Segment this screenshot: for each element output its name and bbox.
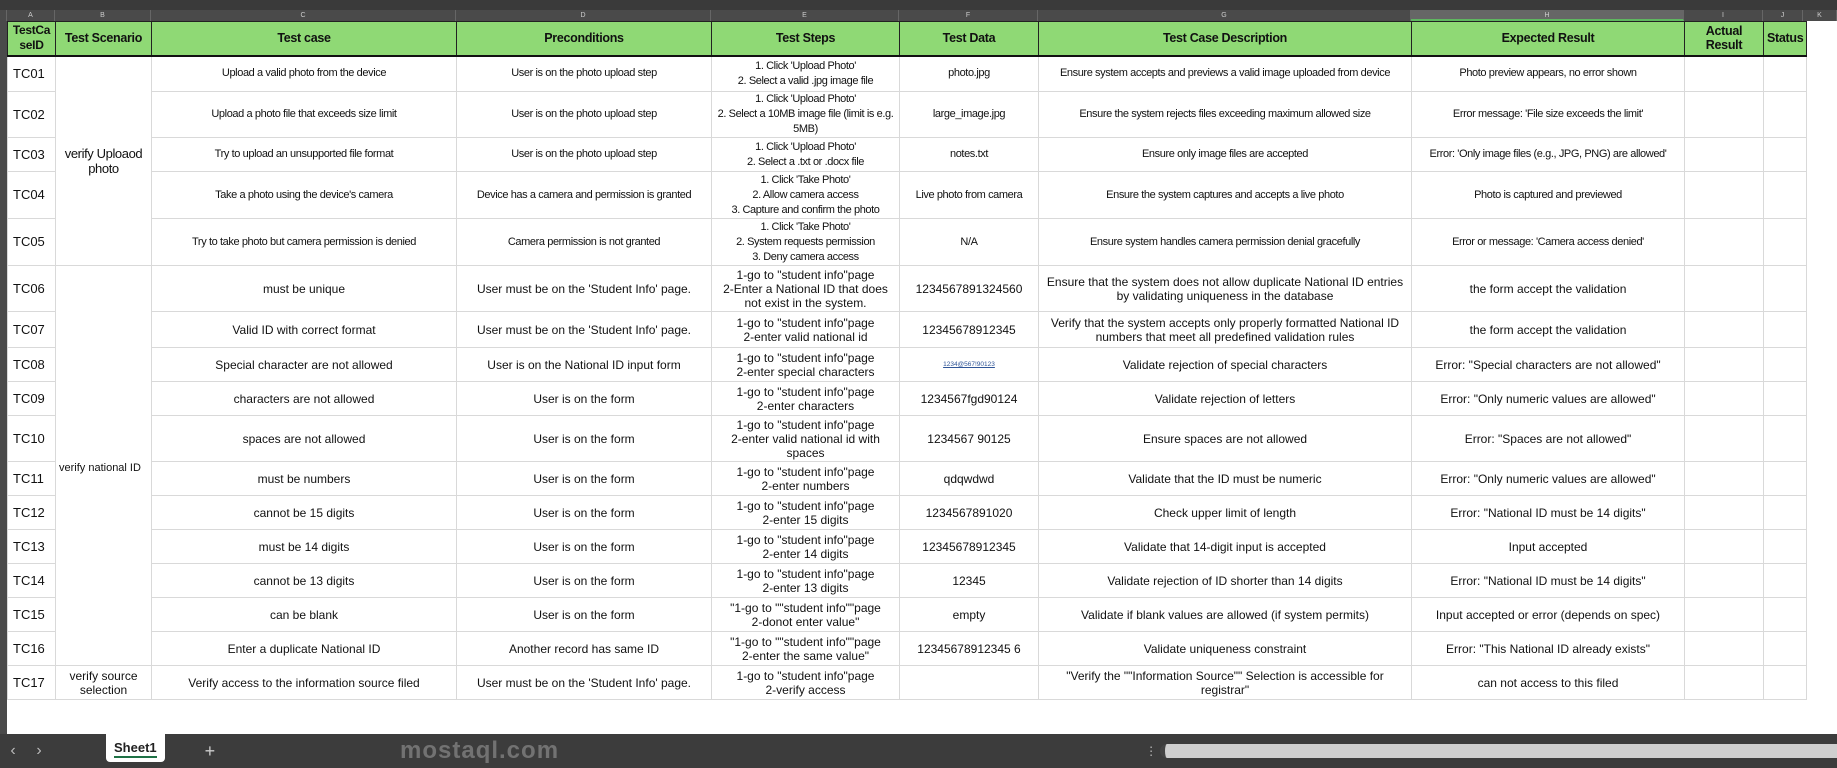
- test-steps-cell[interactable]: 1. Click 'Upload Photo' 2. Select a .txt or .docx file: [712, 138, 900, 172]
- actual-result-cell[interactable]: [1685, 266, 1764, 312]
- expected-result-cell[interactable]: Error: "National ID must be 14 digits": [1412, 496, 1685, 530]
- test-data-cell[interactable]: 12345678912345: [900, 312, 1039, 348]
- test-data-cell[interactable]: qdqwdwd: [900, 462, 1039, 496]
- toolbar-strip: [0, 0, 1837, 10]
- test-case-cell[interactable]: Enter a duplicate National ID: [152, 632, 457, 666]
- actual-result-cell[interactable]: [1685, 632, 1764, 666]
- expected-result-cell[interactable]: Error: "This National ID already exists": [1412, 632, 1685, 666]
- table-row: [8, 56, 1807, 92]
- test-data-cell[interactable]: N/A: [900, 219, 1039, 266]
- test-case-cell[interactable]: Upload a photo file that exceeds size limit: [152, 92, 457, 138]
- test-data-cell[interactable]: 12345678912345 6: [900, 632, 1039, 666]
- description-cell[interactable]: Validate that the ID must be numeric: [1039, 462, 1412, 496]
- column-header-E[interactable]: E: [711, 10, 899, 21]
- actual-result-cell[interactable]: [1685, 416, 1764, 462]
- actual-result-cell[interactable]: [1685, 56, 1764, 92]
- header-actual-result[interactable]: Actual Result: [1685, 22, 1764, 56]
- test-steps-cell[interactable]: 1-go to "student info"page 2-enter 15 digits: [712, 496, 900, 530]
- test-steps-cell[interactable]: 1-go to "student info"page 2-enter numbers: [712, 462, 900, 496]
- actual-result-cell[interactable]: [1685, 219, 1764, 266]
- description-cell[interactable]: Ensure that the system does not allow duplicate National ID entries by validating uniqueness in the database: [1039, 266, 1412, 312]
- watermark-logo: mostaql.com: [400, 737, 560, 764]
- precondition-cell[interactable]: User must be on the 'Student Info' page.: [457, 266, 712, 312]
- horizontal-scrollbar[interactable]: [1160, 744, 1837, 758]
- status-cell[interactable]: [1764, 138, 1807, 172]
- column-header-B[interactable]: B: [55, 10, 151, 21]
- actual-result-cell[interactable]: [1685, 348, 1764, 382]
- table-row: [8, 564, 1807, 598]
- precondition-cell[interactable]: User must be on the 'Student Info' page.: [457, 666, 712, 700]
- precondition-cell[interactable]: User is on the form: [457, 598, 712, 632]
- description-cell[interactable]: Ensure spaces are not allowed: [1039, 416, 1412, 462]
- actual-result-cell[interactable]: [1685, 564, 1764, 598]
- actual-result-cell[interactable]: [1685, 312, 1764, 348]
- header-status[interactable]: Status: [1764, 22, 1807, 56]
- status-cell[interactable]: [1764, 56, 1807, 92]
- scenario-cell[interactable]: verify Uploaod photo: [56, 56, 152, 266]
- test-case-cell[interactable]: Try to upload an unsupported file format: [152, 138, 457, 172]
- test-case-id-cell[interactable]: TC12: [8, 496, 56, 530]
- expected-result-cell[interactable]: Error: "Only numeric values are allowed": [1412, 382, 1685, 416]
- column-header-G[interactable]: G: [1038, 10, 1411, 21]
- test-case-id-cell[interactable]: TC06: [8, 266, 56, 312]
- expected-result-cell[interactable]: Input accepted or error (depends on spec): [1412, 598, 1685, 632]
- expected-result-cell[interactable]: Photo preview appears, no error shown: [1412, 56, 1685, 92]
- scenario-cell[interactable]: verify national ID: [56, 266, 152, 666]
- actual-result-cell[interactable]: [1685, 666, 1764, 700]
- sheet-tab-sheet1[interactable]: Sheet1: [106, 734, 165, 762]
- test-data-cell[interactable]: large_image.jpg: [900, 92, 1039, 138]
- expected-result-cell[interactable]: Error or message: 'Camera access denied': [1412, 219, 1685, 266]
- test-steps-cell[interactable]: 1-go to "student info"page 2-enter valid national id: [712, 312, 900, 348]
- test-steps-cell[interactable]: 1. Click 'Take Photo' 2. Allow camera access 3. Capture and confirm the photo: [712, 172, 900, 219]
- status-cell[interactable]: [1764, 312, 1807, 348]
- expected-result-cell[interactable]: can not access to this filed: [1412, 666, 1685, 700]
- status-cell[interactable]: [1764, 530, 1807, 564]
- test-case-cell[interactable]: Verify access to the information source filed: [152, 666, 457, 700]
- precondition-cell[interactable]: Another record has same ID: [457, 632, 712, 666]
- scenario-cell[interactable]: verify source selection: [56, 666, 152, 700]
- test-steps-cell[interactable]: 1. Click 'Upload Photo' 2. Select a 10MB image file (limit is e.g. 5MB): [712, 92, 900, 138]
- description-cell[interactable]: Check upper limit of length: [1039, 496, 1412, 530]
- expected-result-cell[interactable]: Error message: 'File size exceeds the limit': [1412, 92, 1685, 138]
- add-sheet-button[interactable]: +: [204, 740, 216, 761]
- table-row: [8, 219, 1807, 266]
- precondition-cell[interactable]: Camera permission is not granted: [457, 219, 712, 266]
- test-case-cell[interactable]: Try to take photo but camera permission is denied: [152, 219, 457, 266]
- test-case-id-cell[interactable]: TC14: [8, 564, 56, 598]
- table-row: [8, 416, 1807, 462]
- header-test-case-description[interactable]: Test Case Description: [1039, 22, 1412, 56]
- actual-result-cell[interactable]: [1685, 138, 1764, 172]
- precondition-cell[interactable]: User is on the photo upload step: [457, 92, 712, 138]
- table-row: [8, 632, 1807, 666]
- test-data-cell[interactable]: notes.txt: [900, 138, 1039, 172]
- test-steps-cell[interactable]: 1-go to "student info"page 2-enter valid national id with spaces: [712, 416, 900, 462]
- table-row: [8, 348, 1807, 382]
- test-case-id-cell[interactable]: TC02: [8, 92, 56, 138]
- precondition-cell[interactable]: Device has a camera and permission is granted: [457, 172, 712, 219]
- test-case-cell[interactable]: characters are not allowed: [152, 382, 457, 416]
- table-row: [8, 462, 1807, 496]
- table-row: [8, 266, 1807, 312]
- status-cell[interactable]: [1764, 219, 1807, 266]
- table-row: [8, 598, 1807, 632]
- precondition-cell[interactable]: User must be on the 'Student Info' page.: [457, 312, 712, 348]
- expected-result-cell[interactable]: Error: 'Only image files (e.g., JPG, PNG) are allowed': [1412, 138, 1685, 172]
- expected-result-cell[interactable]: Error: "Only numeric values are allowed": [1412, 462, 1685, 496]
- column-header-C[interactable]: C: [151, 10, 456, 21]
- status-cell[interactable]: [1764, 462, 1807, 496]
- header-test-scenario[interactable]: Test Scenario: [56, 22, 152, 56]
- column-header-H[interactable]: H: [1411, 10, 1684, 21]
- column-headers: [0, 10, 1837, 21]
- test-case-id-cell[interactable]: TC03: [8, 138, 56, 172]
- test-steps-cell[interactable]: "1-go to ""student info""page 2-enter the same value": [712, 632, 900, 666]
- test-case-id-cell[interactable]: TC16: [8, 632, 56, 666]
- test-steps-cell[interactable]: 1-go to "student info"page 2-verify access: [712, 666, 900, 700]
- header-test-case[interactable]: Test case: [152, 22, 457, 56]
- expected-result-cell[interactable]: Error: "Spaces are not allowed": [1412, 416, 1685, 462]
- header-test-data[interactable]: Test Data: [900, 22, 1039, 56]
- status-cell[interactable]: [1764, 92, 1807, 138]
- test-case-id-cell[interactable]: TC10: [8, 416, 56, 462]
- test-case-cell[interactable]: Special character are not allowed: [152, 348, 457, 382]
- precondition-cell[interactable]: User is on the form: [457, 530, 712, 564]
- precondition-cell[interactable]: User is on the form: [457, 416, 712, 462]
- table-row: [8, 312, 1807, 348]
- test-case-id-cell[interactable]: TC07: [8, 312, 56, 348]
- test-case-id-cell[interactable]: TC04: [8, 172, 56, 219]
- column-header-K[interactable]: K: [1803, 10, 1837, 21]
- table-row: [8, 92, 1807, 138]
- expected-result-cell[interactable]: Input accepted: [1412, 530, 1685, 564]
- description-cell[interactable]: "Verify the ""Information Source"" Selection is accessible for registrar": [1039, 666, 1412, 700]
- table-row: [8, 138, 1807, 172]
- test-data-cell[interactable]: 1234@567!90123: [900, 348, 1039, 382]
- status-cell[interactable]: [1764, 598, 1807, 632]
- status-cell[interactable]: [1764, 666, 1807, 700]
- table-row: [8, 530, 1807, 564]
- header-testcaseid[interactable]: TestCaseID: [8, 22, 56, 56]
- table-row: [8, 496, 1807, 530]
- test-case-id-cell[interactable]: TC01: [8, 56, 56, 92]
- description-cell[interactable]: Ensure only image files are accepted: [1039, 138, 1412, 172]
- description-cell[interactable]: Validate uniqueness constraint: [1039, 632, 1412, 666]
- description-cell[interactable]: Validate rejection of letters: [1039, 382, 1412, 416]
- description-cell[interactable]: Validate rejection of ID shorter than 14 digits: [1039, 564, 1412, 598]
- test-steps-cell[interactable]: 1-go to "student info"page 2-Enter a National ID that does not exist in the system.: [712, 266, 900, 312]
- actual-result-cell[interactable]: [1685, 496, 1764, 530]
- description-cell[interactable]: Ensure the system rejects files exceeding maximum allowed size: [1039, 92, 1412, 138]
- header-expected-result[interactable]: Expected Result: [1412, 22, 1685, 56]
- header-test-steps[interactable]: Test Steps: [712, 22, 900, 56]
- test-case-sheet: [7, 21, 1807, 700]
- test-data-cell[interactable]: photo.jpg: [900, 56, 1039, 92]
- test-case-cell[interactable]: can be blank: [152, 598, 457, 632]
- test-case-id-cell[interactable]: TC11: [8, 462, 56, 496]
- description-cell[interactable]: Validate if blank values are allowed (if system permits): [1039, 598, 1412, 632]
- test-data-cell[interactable]: Live photo from camera: [900, 172, 1039, 219]
- test-case-id-cell[interactable]: TC17: [8, 666, 56, 700]
- test-case-cell[interactable]: Valid ID with correct format: [152, 312, 457, 348]
- actual-result-cell[interactable]: [1685, 172, 1764, 219]
- test-case-cell[interactable]: must be unique: [152, 266, 457, 312]
- sheet-tab-bar: [0, 734, 1837, 768]
- test-case-id-cell[interactable]: TC15: [8, 598, 56, 632]
- test-case-id-cell[interactable]: TC13: [8, 530, 56, 564]
- status-cell[interactable]: [1764, 416, 1807, 462]
- test-case-cell[interactable]: spaces are not allowed: [152, 416, 457, 462]
- column-header-A[interactable]: A: [7, 10, 55, 21]
- test-steps-cell[interactable]: 1-go to "student info"page 2-enter special characters: [712, 348, 900, 382]
- status-cell[interactable]: [1764, 382, 1807, 416]
- test-data-cell[interactable]: 1234567fgd90124: [900, 382, 1039, 416]
- test-steps-cell[interactable]: 1-go to "student info"page 2-enter 14 digits: [712, 530, 900, 564]
- actual-result-cell[interactable]: [1685, 598, 1764, 632]
- precondition-cell[interactable]: User is on the form: [457, 462, 712, 496]
- status-cell[interactable]: [1764, 172, 1807, 219]
- test-case-cell[interactable]: Upload a valid photo from the device: [152, 56, 457, 92]
- table-row: [8, 666, 1807, 700]
- test-data-cell[interactable]: 12345: [900, 564, 1039, 598]
- precondition-cell[interactable]: User is on the form: [457, 496, 712, 530]
- precondition-cell[interactable]: User is on the photo upload step: [457, 138, 712, 172]
- precondition-cell[interactable]: User is on the National ID input form: [457, 348, 712, 382]
- test-data-cell[interactable]: [900, 666, 1039, 700]
- test-case-cell[interactable]: cannot be 13 digits: [152, 564, 457, 598]
- status-cell[interactable]: [1764, 348, 1807, 382]
- status-cell[interactable]: [1764, 564, 1807, 598]
- test-steps-cell[interactable]: 1. Click 'Upload Photo' 2. Select a valid .jpg image file: [712, 56, 900, 92]
- test-data-cell[interactable]: empty: [900, 598, 1039, 632]
- actual-result-cell[interactable]: [1685, 382, 1764, 416]
- description-cell[interactable]: Validate rejection of special characters: [1039, 348, 1412, 382]
- header-preconditions[interactable]: Preconditions: [457, 22, 712, 56]
- status-cell[interactable]: [1764, 496, 1807, 530]
- expected-result-cell[interactable]: Error: "Special characters are not allowed": [1412, 348, 1685, 382]
- test-case-cell[interactable]: cannot be 15 digits: [152, 496, 457, 530]
- column-header-corner[interactable]: [0, 10, 7, 21]
- test-case-cell[interactable]: must be 14 digits: [152, 530, 457, 564]
- expected-result-cell[interactable]: Photo is captured and previewed: [1412, 172, 1685, 219]
- prev-sheet-button[interactable]: ‹: [10, 742, 16, 759]
- description-cell[interactable]: Verify that the system accepts only properly formatted National ID numbers that meet all predefined validation rules: [1039, 312, 1412, 348]
- test-steps-cell[interactable]: 1-go to "student info"page 2-enter 13 digits: [712, 564, 900, 598]
- test-case-cell[interactable]: must be numbers: [152, 462, 457, 496]
- actual-result-cell[interactable]: [1685, 462, 1764, 496]
- description-cell[interactable]: Ensure the system captures and accepts a live photo: [1039, 172, 1412, 219]
- actual-result-cell[interactable]: [1685, 92, 1764, 138]
- column-header-D[interactable]: D: [456, 10, 711, 21]
- test-steps-cell[interactable]: 1. Click 'Take Photo' 2. System requests permission 3. Deny camera access: [712, 219, 900, 266]
- column-header-J[interactable]: J: [1763, 10, 1803, 21]
- precondition-cell[interactable]: User is on the form: [457, 564, 712, 598]
- header-row: [8, 22, 1807, 56]
- status-cell[interactable]: [1764, 632, 1807, 666]
- table-row: [8, 382, 1807, 416]
- status-cell[interactable]: [1764, 266, 1807, 312]
- test-data-cell[interactable]: 1234567891324560: [900, 266, 1039, 312]
- test-steps-cell[interactable]: 1-go to "student info"page 2-enter characters: [712, 382, 900, 416]
- actual-result-cell[interactable]: [1685, 530, 1764, 564]
- expected-result-cell[interactable]: Error: "National ID must be 14 digits": [1412, 564, 1685, 598]
- description-cell[interactable]: Ensure system handles camera permission denial gracefully: [1039, 219, 1412, 266]
- table-row: [8, 172, 1807, 219]
- description-cell[interactable]: Ensure system accepts and previews a valid image uploaded from device: [1039, 56, 1412, 92]
- column-header-I[interactable]: I: [1684, 10, 1763, 21]
- expected-result-cell[interactable]: the form accept the validation: [1412, 312, 1685, 348]
- test-data-cell[interactable]: 12345678912345: [900, 530, 1039, 564]
- row-number-gutter: [0, 21, 7, 734]
- next-sheet-button[interactable]: ›: [36, 742, 42, 759]
- expected-result-cell[interactable]: the form accept the validation: [1412, 266, 1685, 312]
- tab-split-handle[interactable]: ⋮: [1145, 744, 1158, 758]
- test-case-id-cell[interactable]: TC09: [8, 382, 56, 416]
- test-data-cell[interactable]: 1234567 90125: [900, 416, 1039, 462]
- test-case-cell[interactable]: Take a photo using the device's camera: [152, 172, 457, 219]
- description-cell[interactable]: Validate that 14-digit input is accepted: [1039, 530, 1412, 564]
- test-steps-cell[interactable]: "1-go to ""student info""page 2-donot enter value": [712, 598, 900, 632]
- test-case-id-cell[interactable]: TC05: [8, 219, 56, 266]
- test-case-id-cell[interactable]: TC08: [8, 348, 56, 382]
- precondition-cell[interactable]: User is on the form: [457, 382, 712, 416]
- test-data-cell[interactable]: 1234567891020: [900, 496, 1039, 530]
- precondition-cell[interactable]: User is on the photo upload step: [457, 56, 712, 92]
- column-header-F[interactable]: F: [899, 10, 1038, 21]
